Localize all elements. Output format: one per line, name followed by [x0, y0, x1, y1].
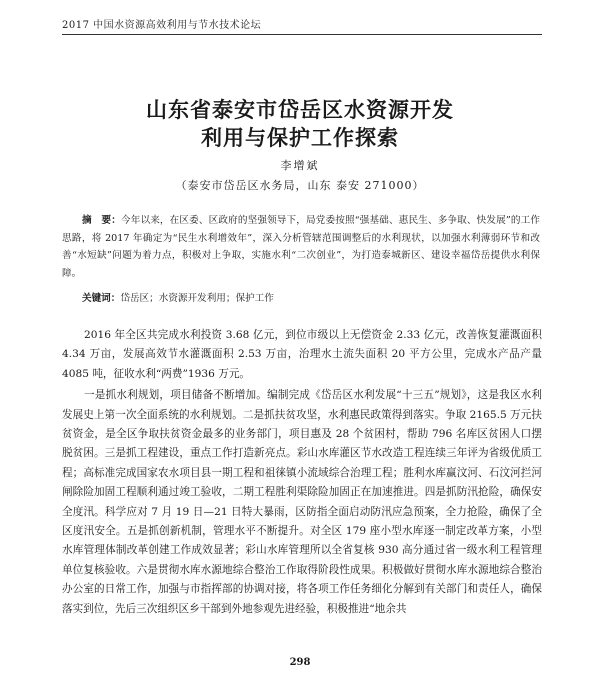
body-paragraph-1: 2016 年全区共完成水利投资 3.68 亿元，到位市级以上无偿资金 2.33 亿元，改善恢复灌溉面积 4.34 万亩，发展高效节水灌溉面积 2.53 万亩，治理水土流失面积 20 平方公里，完成水产品产量 4085 吨，征收水利“两费”1936 万元。 — [62, 329, 542, 380]
article-title-line-2: 利用与保护工作探索 — [201, 126, 399, 150]
running-header: 2017 中国水资源高效利用与节水技术论坛 — [62, 16, 542, 35]
keywords-label: 关键词： — [82, 293, 121, 304]
abstract-label: 摘 要： — [82, 215, 121, 226]
author-name: 李增斌 — [280, 159, 320, 172]
abstract — [62, 212, 540, 282]
body-paragraph-2: 一是抓水利规划，项目储备不断增加。编制完成《岱岳区水利发展“十三五”规划》，这是我区水利发展史上第一次全面系统的水利规划。二是抓扶贫攻坚，水利惠民政策得到落实。争取 2165.5 万元扶贫资金，是全区争取扶贫资金最多的业务部门，项目惠及 28 个贫困村，帮助 796 名库区贫困人口摆脱贫困。三是抓工程建设，重点工作打造新亮点。彩山水库灌区节水改造工程连续三年评为省级优质工程；高标准完成国家农水项目县一期工程和祖徕镇小流域综合治理工程；胜利水库赢汶河、石汶河拦河闸除险加固工程顺利通过竣工验收，二期工程胜利渠除险加固正在加速推进。四是抓防汛抢险，确保安全度汛。科学应对 7 月 19 日—21 日特大暴雨，区防指全面启动防汛应急预案，全力抢险，确保了全区度汛安全。五是抓创新机制，管理水平不断提升。对全区 179 座小型水库逐一制定改革方案，小型水库管理体制改革创建工作成效显著；彩山水库管理所以全省复核 930 高分通过省一级水利工程管理单位复核验收。六是贯彻水库水源地综合整治工作取得阶段性成果。积极做好贯彻水库水源地综合整治办公室的日常工作，加强与市指挥部的协调对接，将各项工作任务细化分解到有关部门和责任人，确保落实到位，先后三次组织区乡干部到外地参观先进经验，积极推进“地余共 — [62, 389, 542, 615]
author-affiliation: （泰安市岱岳区水务局，山东 泰安 271000） — [175, 179, 425, 192]
page-number: 298 — [289, 657, 311, 668]
keywords-text: 岱岳区；水资源开发利用；保护工作 — [120, 293, 274, 304]
body-text — [62, 326, 542, 621]
article-title-line-1: 山东省泰安市岱岳区水资源开发 — [146, 98, 454, 122]
keywords — [62, 291, 540, 307]
abstract-text: 今年以来，在区委、区政府的坚强领导下，局党委按照“强基础、惠民生、多争取、快发展”的工作思路，将 2017 年确定为“民生水利增效年”，深入分析管辖范围调整后的水利现状，以加强水利薄弱环节和改善“水短缺”问题为着力点，积极对上争取，实施水利“二次创业”，为打造泰城新区、建设幸福岱岳提供水利保障。 — [62, 215, 541, 279]
